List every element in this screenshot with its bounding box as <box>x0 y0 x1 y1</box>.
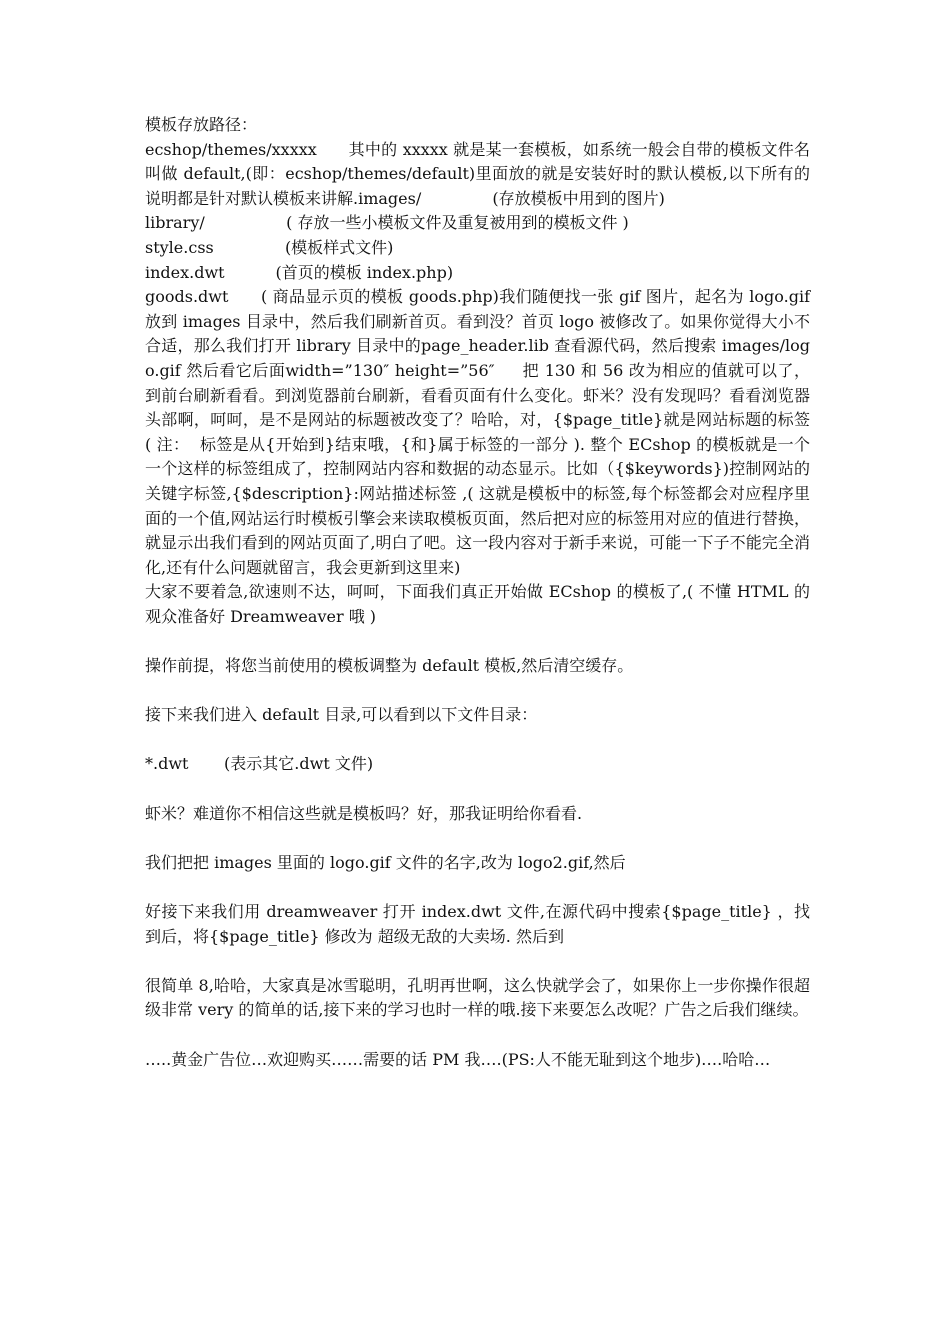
paragraph-gap <box>145 728 810 753</box>
paragraph-rename-logo: 我们把把 images 里面的 logo.gif 文件的名字,改为 logo2.gif,然后 <box>145 852 626 872</box>
paragraph-prerequisite: 操作前提，将您当前使用的模板调整为 default 模板,然后清空缓存。 <box>145 656 634 676</box>
paragraph-gap <box>145 875 810 900</box>
paragraph-enter-default: 接下来我们进入 default 目录,可以看到以下文件目录： <box>145 705 538 725</box>
paragraph-gap <box>145 679 810 704</box>
paragraph-gap <box>145 629 810 654</box>
paragraph-edit-title: 好接下来我们用 dreamweaver 打开 index.dwt 文件,在源代码中搜索{$page_title} ，找到后，将{$page_title} 修改为 超级无敌的大卖场. 然后到 <box>145 902 810 946</box>
paragraph-gap <box>145 1023 810 1048</box>
document-body <box>145 113 816 1072</box>
paragraph-goods-dwt: goods.dwt ( 商品显示页的模板 goods.php)我们随便找一张 gif 图片，起名为 logo.gif 放到 images 目录中，然后我们刷新首页。看到没？首页 logo 被修改了。如果你觉得大小不合适，那么我们打开 library 目录中的page_header.lib 查看源代码，然后搜索 images/logo.gif 然后看它后面width=”130″ height=”56″ 把 130 和 56 改为相应的值就可以了，到前台刷新看看。到浏览器前台刷新，看看页面有什么变化。虾米？没有发现吗？看看浏览器头部啊，呵呵，是不是网站的标题被改变了？哈哈，对，{$page_title}就是网站标题的标签 ( 注： 标签是从{开始到}结束哦，{和}属于标签的一部分 ). 整个 ECshop 的模板就是一个一个这样的标签组成了，控制网站内容和数据的动态显示。比如（{$keywords})控制网站的关键字标签,{$description}:网站描述标签 ,( 这就是模板中的标签,每个标签都会对应程序里面的一个值,网站运行时模板引擎会来读取模板页面，然后把对应的标签用对应的值进行替换，就显示出我们看到的网站页面了,明白了吧。这一段内容对于新手来说，可能一下子不能完全消化,还有什么问题就留言，我会更新到这里来) <box>145 287 816 577</box>
paragraph-library: library/ ( 存放一些小模板文件及重复被用到的模板文件 ) <box>145 213 629 233</box>
paragraph-gap <box>145 777 810 802</box>
paragraph-gap <box>145 826 810 851</box>
paragraph-themes-path: ecshop/themes/xxxxx 其中的 xxxxx 就是某一套模板，如系统一般会自带的模板文件名叫做 default,(即：ecshop/themes/default)里面放的就是安装好时的默认模板,以下所有的说明都是针对默认模板来讲解.images/ (存放模板中用到的图片) <box>145 139 810 208</box>
paragraph-ad-slot: …..黄金广告位…欢迎购买……需要的话 PM 我….(PS:人不能无耻到这个地步)….哈哈… <box>145 1049 771 1069</box>
paragraph-style-css: style.css (模板样式文件) <box>145 237 394 257</box>
paragraph-path-heading: 模板存放路径： <box>145 115 258 134</box>
paragraph-index-dwt: index.dwt (首页的模板 index.php) <box>145 262 454 282</box>
paragraph-very-simple: 很简单 8,哈哈，大家真是冰雪聪明，孔明再世啊，这么快就学会了，如果你上一步你操作很超级非常 very 的简单的话,接下来的学习也时一样的哦.接下来要怎么改呢？广告之后我们继续。 <box>145 975 810 1020</box>
paragraph-gap <box>145 949 810 974</box>
paragraph-dwt-files: *.dwt (表示其它.dwt 文件) <box>145 754 374 774</box>
paragraph-prove: 虾米？难道你不相信这些就是模板吗？好，那我证明给你看看. <box>145 803 583 823</box>
paragraph-dont-rush: 大家不要着急,欲速则不达，呵呵，下面我们真正开始做 ECshop 的模板了,( 不懂 HTML 的观众准备好 Dreamweaver 哦 ) <box>145 582 810 626</box>
